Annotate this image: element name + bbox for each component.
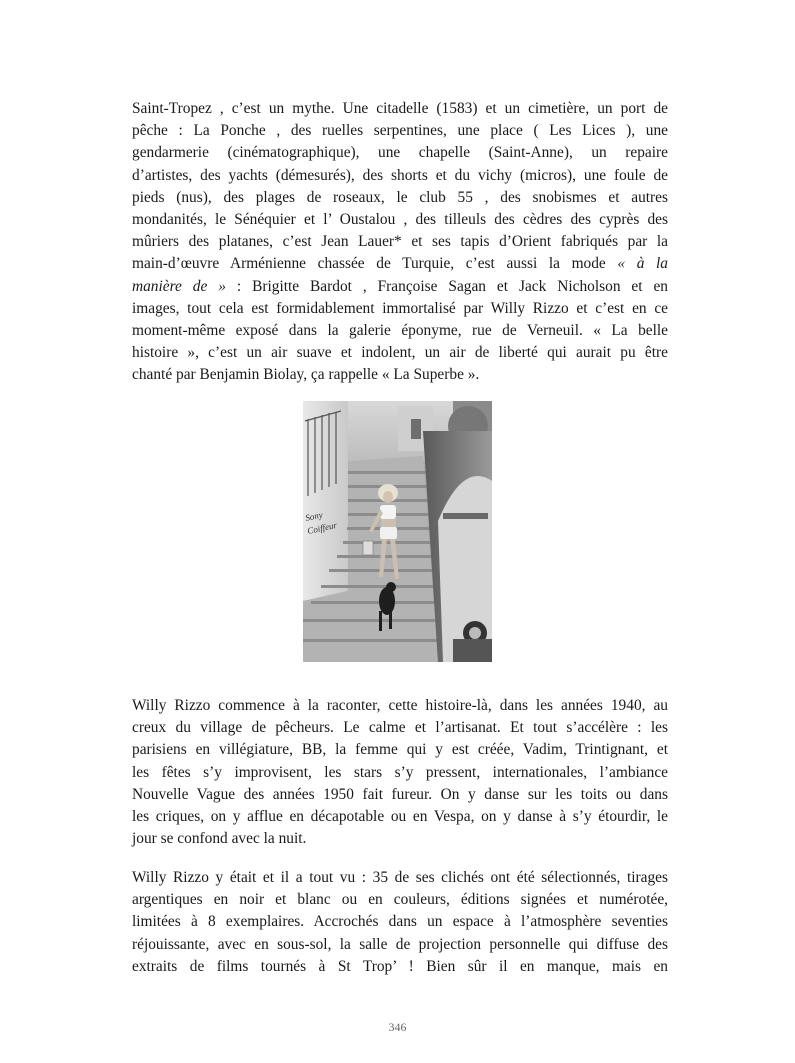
house-window [411,419,421,439]
text-run: main-d’œuvre Arménienne chassée de Turquie, c’est aussi la mode [132,255,618,273]
text-line: limitées à 8 exemplaires. Accrochés dans un espace à l’atmosphère seventies [132,913,668,931]
text-line: Willy Rizzo commence à la raconter, cette histoire-là, dans les années 1940, au [132,697,668,714]
text-run: : Brigitte Bardot , Françoise Sagan et Jack Nicholson et en [225,277,668,295]
top [380,505,396,519]
photo-bardot-staircase [303,401,492,662]
face [383,491,393,503]
shop-sign-text: Coiffeur [306,519,338,536]
text-line: parisiens en villégiature, BB, la femme qui y est créée, Vadim, Trintignant, et [132,741,668,759]
awning [443,513,488,519]
paragraph-saint-tropez [132,98,668,387]
text-line: extraits de films tournés à St Trop’ ! Bien sûr il en manque, mais en [132,957,668,975]
text-line: Willy Rizzo y était et il a tout vu : 35 de ses clichés ont été sélectionnés, tirages [132,869,668,886]
text-line: moment-même exposé dans la galerie éponyme, rue de Verneuil. « La belle [132,322,668,340]
italic-text: « à la [617,255,668,273]
text-line: les fêtes s’y improvisent, les stars s’y pressent, internationales, l’ambiance [132,763,668,781]
text-line: chanté par Benjamin Biolay, ça rappelle « La Superbe ». [132,366,480,384]
page-number: 346 [388,1020,407,1034]
text-line: pieds (nus), des plages de roseaux, le club 55 , des snobismes et autres [132,188,668,206]
basket [363,541,373,555]
text-line: gendarmerie (cinématographique), une chapelle (Saint-Anne), un repaire [132,144,668,162]
text-line [132,276,668,298]
text-line: Nouvelle Vague des années 1950 fait fureur. On y danse sur les toits ou dans [132,785,668,803]
shop-sign-text: Sony [304,509,324,523]
text-line: mondanités, le Sénéquier et l’ Oustalou , des tilleuls des cèdres des cyprès des [132,211,668,229]
text-line: jour se confond avec la nuit. [132,830,307,848]
waist [381,519,396,527]
text-line: histoire », c’est un air suave et indolent, un air de liberté qui aurait pu être [132,344,668,362]
text-line: creux du village de pêcheurs. Le calme et l’artisanat. Et tout s’accélère : les [132,719,668,737]
italic-text: manière de » [132,277,226,295]
text-line: mûriers des platanes, c’est Jean Lauer* et ses tapis d’Orient fabriqués par la [132,233,668,251]
text-line: images, tout cela est formidablement immortalisé par Willy Rizzo et c’est en ce [132,299,668,317]
paragraph-willy-rizzo-history [132,695,668,850]
text-line: réjouissante, avec en sous-sol, la salle de projection personnelle qui diffuse des [132,935,668,953]
text-line: pêche : La Ponche , des ruelles serpentines, une place ( Les Lices ), une [132,122,668,140]
text-line [132,253,668,275]
text-line: argentiques en noir et blanc ou en couleurs, éditions signées et numérotée, [132,891,668,909]
shorts [380,527,397,539]
text-line: Saint-Tropez , c’est un mythe. Une citadelle (1583) et un cimetière, un port de [132,100,668,117]
text-line: les criques, on y afflue en décapotable ou en Vespa, on y danse à s’y étourdir, le [132,808,668,826]
paragraph-exhibition [132,867,668,978]
text-line: d’artistes, des yachts (démesurés), des shorts et du vichy (micros), une foule de [132,166,668,184]
